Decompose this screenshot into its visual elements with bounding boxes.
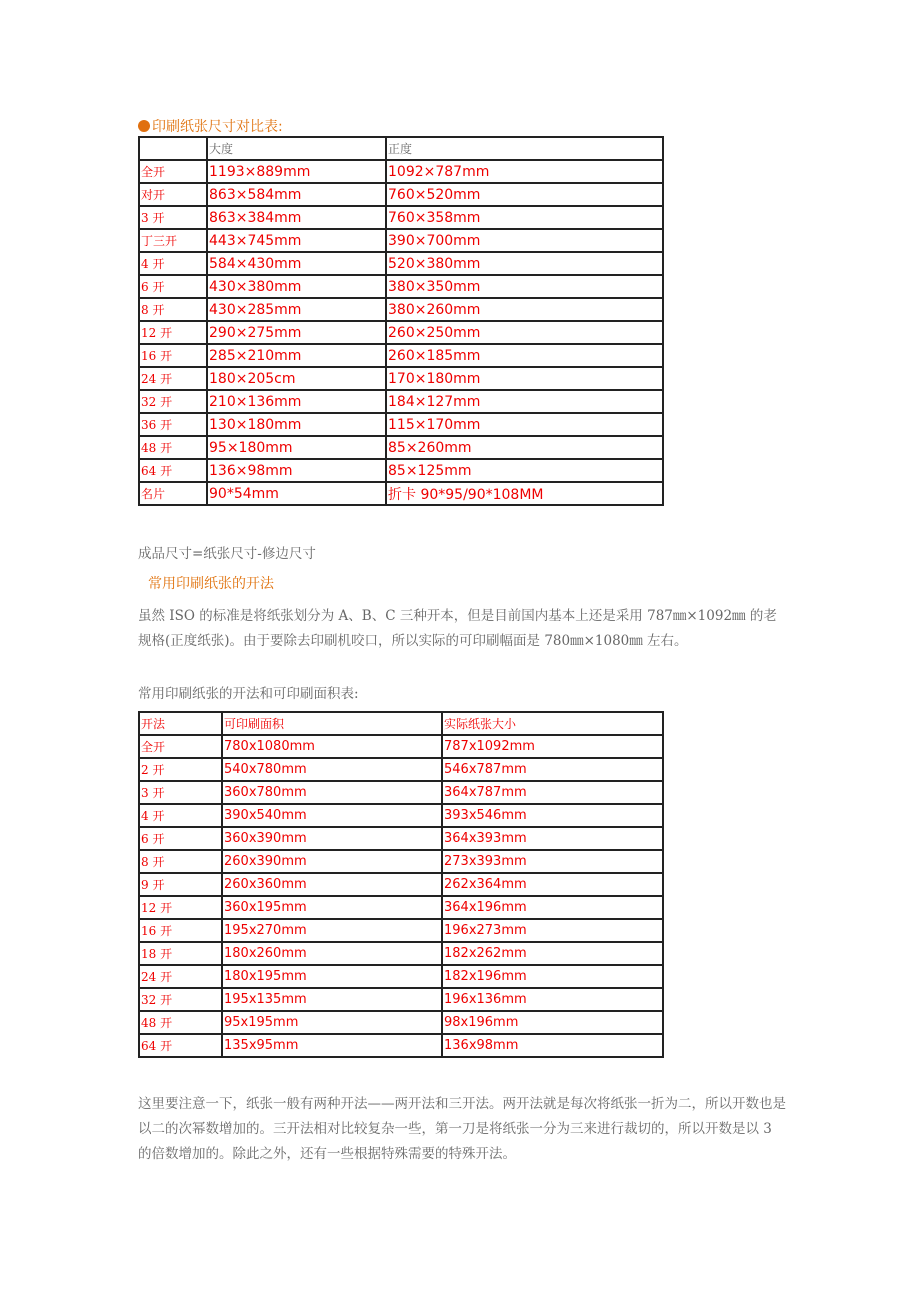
- table-cell: 136×98mm: [207, 459, 386, 482]
- table-cell: 380×260mm: [386, 298, 663, 321]
- table-row: [139, 298, 663, 321]
- table-cell: 863×384mm: [207, 206, 386, 229]
- table-cell: 48 开: [139, 436, 207, 459]
- table-row: [139, 229, 663, 252]
- table-row: [139, 873, 663, 896]
- table-cell: 136x98mm: [442, 1034, 663, 1057]
- table-cell: 360x780mm: [222, 781, 442, 804]
- table-row: [139, 896, 663, 919]
- table-cell: 全开: [139, 735, 222, 758]
- table-cell: 180×205cm: [207, 367, 386, 390]
- table-cell: 36 开: [139, 413, 207, 436]
- table-cell: 8 开: [139, 298, 207, 321]
- table-cell: 4 开: [139, 252, 207, 275]
- table-cell: 6 开: [139, 275, 207, 298]
- table-cell: 12 开: [139, 896, 222, 919]
- table-row: [139, 413, 663, 436]
- table-cell: 16 开: [139, 919, 222, 942]
- table-cell: 名片: [139, 482, 207, 505]
- table-cell: 32 开: [139, 390, 207, 413]
- table-cell: 1092×787mm: [386, 160, 663, 183]
- table-cell: 98x196mm: [442, 1011, 663, 1034]
- table-cell: 18 开: [139, 942, 222, 965]
- table-row: [139, 275, 663, 298]
- table-cell: 546x787mm: [442, 758, 663, 781]
- table-cell: 130×180mm: [207, 413, 386, 436]
- table-row: [139, 390, 663, 413]
- paper-cutting-table: [138, 711, 664, 1058]
- table-cell: 170×180mm: [386, 367, 663, 390]
- table-cell: 443×745mm: [207, 229, 386, 252]
- table-cell: 780x1080mm: [222, 735, 442, 758]
- table-cell: 196x136mm: [442, 988, 663, 1011]
- header-cell: 大度: [207, 137, 386, 160]
- table-cell: 260×185mm: [386, 344, 663, 367]
- table-cell: 135x95mm: [222, 1034, 442, 1057]
- table-cell: 182x262mm: [442, 942, 663, 965]
- section1-title-text: 印刷纸张尺寸对比表:: [152, 119, 283, 135]
- table-cell: 210×136mm: [207, 390, 386, 413]
- table-cell: 1193×889mm: [207, 160, 386, 183]
- header-cell: [139, 137, 207, 160]
- table-cell: 360x195mm: [222, 896, 442, 919]
- table-row: [139, 252, 663, 275]
- table2-caption: 常用印刷纸张的开法和可印刷面积表:: [138, 686, 359, 702]
- table-cell: 540x780mm: [222, 758, 442, 781]
- table-cell: 32 开: [139, 988, 222, 1011]
- table-header-row: [139, 712, 663, 735]
- table-row: [139, 160, 663, 183]
- table-cell: 390x540mm: [222, 804, 442, 827]
- table-row: [139, 206, 663, 229]
- table-cell: 折卡 90*95/90*108MM: [386, 482, 663, 505]
- table-row: [139, 781, 663, 804]
- table-cell: 430×285mm: [207, 298, 386, 321]
- header-cell: 正度: [386, 137, 663, 160]
- table-cell: 3 开: [139, 206, 207, 229]
- table-cell: 430×380mm: [207, 275, 386, 298]
- table-row: [139, 965, 663, 988]
- table-cell: 95×180mm: [207, 436, 386, 459]
- bullet-icon: [138, 120, 150, 132]
- table-cell: 全开: [139, 160, 207, 183]
- table-row: [139, 436, 663, 459]
- table-cell: 760×520mm: [386, 183, 663, 206]
- section1-title: [138, 116, 283, 136]
- table-cell: 290×275mm: [207, 321, 386, 344]
- table-cell: 285×210mm: [207, 344, 386, 367]
- table-row: [139, 988, 663, 1011]
- table-cell: 380×350mm: [386, 275, 663, 298]
- table-row: [139, 344, 663, 367]
- table-cell: 12 开: [139, 321, 207, 344]
- table-row: [139, 321, 663, 344]
- table-cell: 584×430mm: [207, 252, 386, 275]
- paragraph-2: 这里要注意一下，纸张一般有两种开法——两开法和三开法。两开法就是每次将纸张一折为二，所以开数也是以二的次幂数增加的。三开法相对比较复杂一些，第一刀是将纸张一分为三来进行裁切的，所以开数是以 3 的倍数增加的。除此之外，还有一些根据特殊需要的特殊开法。: [138, 1096, 786, 1162]
- table-row: [139, 758, 663, 781]
- table-header-row: [139, 137, 663, 160]
- table-cell: 64 开: [139, 459, 207, 482]
- table-cell: 196x273mm: [442, 919, 663, 942]
- table-cell: 195x135mm: [222, 988, 442, 1011]
- table-cell: 85×125mm: [386, 459, 663, 482]
- table-cell: 48 开: [139, 1011, 222, 1034]
- paragraph-1: 虽然 ISO 的标准是将纸张划分为 A、B、C 三种开本，但是目前国内基本上还是采用 787㎜×1092㎜ 的老规格(正度纸张)。由于要除去印刷机咬口，所以实际的可印刷幅面是 780㎜×1080㎜ 左右。: [138, 608, 777, 649]
- header-cell: 可印刷面积: [222, 712, 442, 735]
- table-cell: 对开: [139, 183, 207, 206]
- table-cell: 360x390mm: [222, 827, 442, 850]
- header-cell: 开法: [139, 712, 222, 735]
- note: 成品尺寸=纸张尺寸-修边尺寸: [138, 546, 316, 562]
- table-cell: 95x195mm: [222, 1011, 442, 1034]
- table-cell: 16 开: [139, 344, 207, 367]
- table-cell: 364x196mm: [442, 896, 663, 919]
- section2-title: 常用印刷纸张的开法: [148, 576, 274, 592]
- table-cell: 180x260mm: [222, 942, 442, 965]
- table-cell: 184×127mm: [386, 390, 663, 413]
- table-row: [139, 482, 663, 505]
- table-cell: 115×170mm: [386, 413, 663, 436]
- table-row: [139, 1011, 663, 1034]
- table-cell: 6 开: [139, 827, 222, 850]
- table-cell: 24 开: [139, 965, 222, 988]
- table-cell: 520×380mm: [386, 252, 663, 275]
- table-cell: 丁三开: [139, 229, 207, 252]
- table-cell: 390×700mm: [386, 229, 663, 252]
- header-cell: 实际纸张大小: [442, 712, 663, 735]
- table-cell: 364x393mm: [442, 827, 663, 850]
- table-cell: 9 开: [139, 873, 222, 896]
- table-cell: 760×358mm: [386, 206, 663, 229]
- table-cell: 2 开: [139, 758, 222, 781]
- table-cell: 4 开: [139, 804, 222, 827]
- table-cell: 64 开: [139, 1034, 222, 1057]
- table-row: [139, 827, 663, 850]
- table-row: [139, 804, 663, 827]
- table-cell: 273x393mm: [442, 850, 663, 873]
- table-row: [139, 459, 663, 482]
- table-row: [139, 367, 663, 390]
- table-cell: 364x787mm: [442, 781, 663, 804]
- table-row: [139, 1034, 663, 1057]
- table-cell: 863×584mm: [207, 183, 386, 206]
- table-cell: 260×250mm: [386, 321, 663, 344]
- table-row: [139, 942, 663, 965]
- table-cell: 260x390mm: [222, 850, 442, 873]
- table-cell: 787x1092mm: [442, 735, 663, 758]
- table-cell: 393x546mm: [442, 804, 663, 827]
- table-cell: 182x196mm: [442, 965, 663, 988]
- table-row: [139, 919, 663, 942]
- table-cell: 180x195mm: [222, 965, 442, 988]
- table-cell: 195x270mm: [222, 919, 442, 942]
- table-row: [139, 183, 663, 206]
- table-cell: 90*54mm: [207, 482, 386, 505]
- paper-size-comparison-table: [138, 136, 664, 506]
- table-cell: 8 开: [139, 850, 222, 873]
- table-cell: 3 开: [139, 781, 222, 804]
- table-cell: 85×260mm: [386, 436, 663, 459]
- table-row: [139, 735, 663, 758]
- table-cell: 24 开: [139, 367, 207, 390]
- table-cell: 262x364mm: [442, 873, 663, 896]
- table-row: [139, 850, 663, 873]
- table-cell: 260x360mm: [222, 873, 442, 896]
